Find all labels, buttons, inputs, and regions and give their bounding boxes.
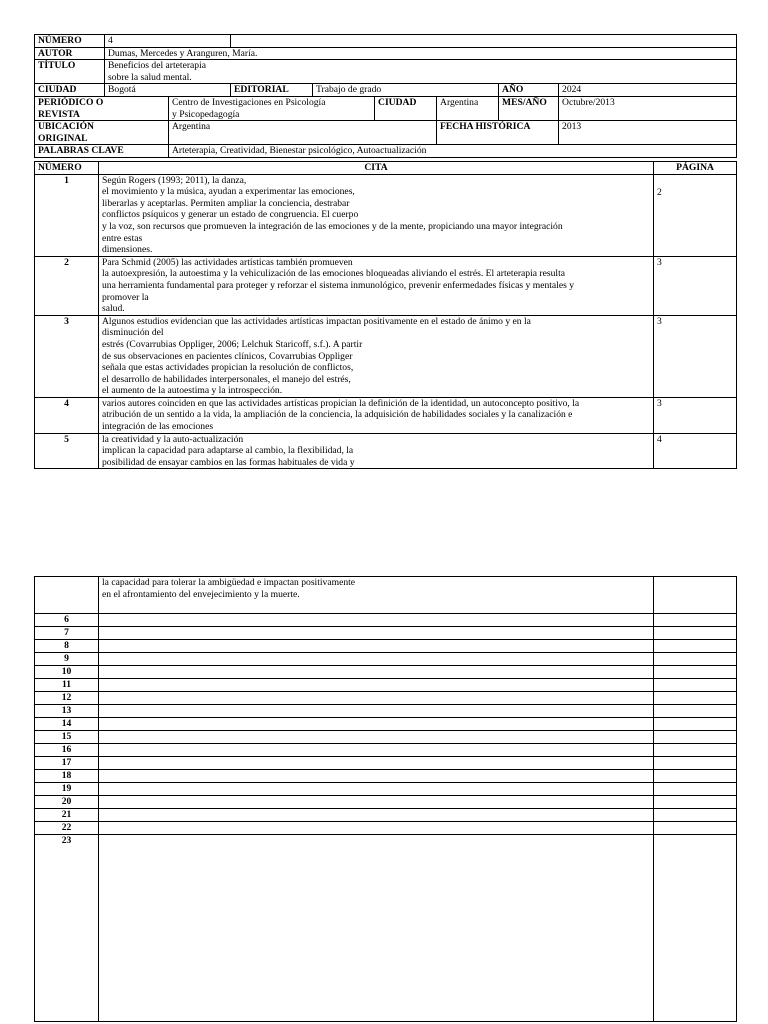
- cita-row: [35, 433, 737, 469]
- row-numero: 17: [35, 757, 99, 770]
- titulo-value: Beneficios del arteterapia sobre la salud mental.: [105, 60, 737, 84]
- continuacion-table: [34, 576, 737, 1022]
- header-cita: CITA: [99, 162, 654, 175]
- row-titulo: [35, 60, 737, 84]
- empty-cita-row: [35, 757, 737, 770]
- empty-cita-row: [35, 783, 737, 796]
- editorial-value: Trabajo de grado: [313, 84, 499, 97]
- ubicacion-value: Argentina: [169, 121, 437, 145]
- row-cita-blank[interactable]: [99, 809, 654, 822]
- empty-cita-row: [35, 744, 737, 757]
- row-numero: [35, 35, 737, 48]
- row-numero: 15: [35, 731, 99, 744]
- empty-cita-row: [35, 770, 737, 783]
- cita-row: [35, 315, 737, 397]
- row-numero: 10: [35, 666, 99, 679]
- row-numero: 13: [35, 705, 99, 718]
- row-pagina-blank[interactable]: [654, 770, 737, 783]
- mes-value: Octubre/2013: [559, 96, 737, 120]
- row-pagina-blank[interactable]: [654, 757, 737, 770]
- row-numero: 21: [35, 809, 99, 822]
- cita-texto: Para Schmid (2005) las actividades artísticas también promueven la autoexpresión, la autoestima y la vehiculización de las emociones bloqueadas aliviando el estrés. El arteterapia resulta una herramienta fundamental para proteger y reforzar el sistema inmunológico, prevenir enfermedades físicas y mentales y promover la salud.: [99, 256, 654, 315]
- row-numero: 12: [35, 692, 99, 705]
- cita-numero: 1: [35, 174, 99, 256]
- anio-value: 2024: [559, 84, 737, 97]
- numero-label: NÚMERO: [35, 35, 105, 48]
- empty-cita-row: [35, 705, 737, 718]
- cita-row: [35, 397, 737, 433]
- row-numero: 20: [35, 796, 99, 809]
- row-pagina-blank[interactable]: [654, 783, 737, 796]
- header-pagina: PÁGINA: [654, 162, 737, 175]
- empty-cita-row: [35, 731, 737, 744]
- citas-header-row: [35, 162, 737, 175]
- periodico-value: Centro de Investigaciones en Psicología y Psicopedagogía: [169, 96, 375, 120]
- empty-cita-row: [35, 679, 737, 692]
- empty-cita-row: [35, 640, 737, 653]
- empty-cita-row: [35, 614, 737, 627]
- row-numero: 6: [35, 614, 99, 627]
- continuacion-texto: la capacidad para tolerar la ambigüedad e impactan positivamente en el afrontamiento del envejecimiento y la muerte.: [99, 577, 654, 614]
- cita-numero: 2: [35, 256, 99, 315]
- row-pagina-blank[interactable]: [654, 653, 737, 666]
- row-pagina-blank[interactable]: [654, 692, 737, 705]
- ficha-table: [34, 34, 737, 158]
- row-numero: 19: [35, 783, 99, 796]
- empty-cita-row: [35, 666, 737, 679]
- row-cita-blank[interactable]: [99, 640, 654, 653]
- cita-texto: Según Rogers (1993; 2011), la danza, el movimiento y la música, ayudan a experimentar las emociones, liberarlas y aceptarlas. Permiten ampliar la conciencia, destrabar conflictos psíquicos y generar un estado de congruencia. El cuerpo y la voz, son recursos que promueven la integración de las emociones y de la mente, propiciando una mayor integración entre estas dimensiones.: [99, 174, 654, 256]
- cita-pagina: 3: [654, 256, 737, 315]
- row-cita-blank[interactable]: [99, 692, 654, 705]
- row-numero: 8: [35, 640, 99, 653]
- autor-value: Dumas, Mercedes y Aranguren, María.: [105, 47, 737, 60]
- empty-cita-row: [35, 796, 737, 809]
- row-numero: 22: [35, 822, 99, 835]
- numero-value: 4: [105, 35, 231, 48]
- row-cita-blank[interactable]: [99, 783, 654, 796]
- row-cita-blank[interactable]: [99, 770, 654, 783]
- row-numero: 23: [35, 835, 99, 1022]
- row-numero: 7: [35, 627, 99, 640]
- cita-row: [35, 256, 737, 315]
- citas-table: [34, 161, 737, 469]
- row-pagina-blank[interactable]: [654, 744, 737, 757]
- continuacion-pagina: [654, 577, 737, 614]
- cita-row: [35, 174, 737, 256]
- fecha-value: 2013: [559, 121, 737, 145]
- row-cita-blank[interactable]: [99, 705, 654, 718]
- row-pagina-blank[interactable]: [654, 718, 737, 731]
- row-pagina-blank[interactable]: [654, 679, 737, 692]
- ciudad2-label: CIUDAD: [375, 96, 437, 120]
- header-numero: NÚMERO: [35, 162, 99, 175]
- row-autor: [35, 47, 737, 60]
- empty-cita-row: [35, 822, 737, 835]
- row-cita-blank[interactable]: [99, 653, 654, 666]
- cita-numero: 4: [35, 397, 99, 433]
- ciudad2-value: Argentina: [437, 96, 499, 120]
- row-pagina-blank[interactable]: [654, 614, 737, 627]
- empty-cita-row: [35, 653, 737, 666]
- editorial-label: EDITORIAL: [231, 84, 313, 97]
- cita-texto: Algunos estudios evidencian que las actividades artísticas impactan positivamente en el estado de ánimo y en la disminución del estrés (Covarrubias Oppliger, 2006; Lelchuk Staricoff, s.f.). A partir de sus observaciones en pacientes clínicos, Covarrubias Oppliger señala que estas actividades propician la resolución de conflictos, el desarrollo de habilidades interpersonales, el manejo del estrés, el aumento de la autoestima y la introspección.: [99, 315, 654, 397]
- row-cita-blank[interactable]: [99, 744, 654, 757]
- row-pagina-blank[interactable]: [654, 666, 737, 679]
- row-palabras: [35, 145, 737, 158]
- row-cita-blank[interactable]: [99, 679, 654, 692]
- row-pagina-blank[interactable]: [654, 835, 737, 1022]
- row-numero: 18: [35, 770, 99, 783]
- row-pagina-blank[interactable]: [654, 627, 737, 640]
- palabras-label: PALABRAS CLAVE: [35, 145, 169, 158]
- cita-pagina: 2: [654, 174, 737, 256]
- empty-cita-row: [35, 718, 737, 731]
- row-cita-blank[interactable]: [99, 731, 654, 744]
- row-cita-blank[interactable]: [99, 835, 654, 1022]
- empty-cita-row: [35, 835, 737, 1022]
- row-pagina-blank[interactable]: [654, 640, 737, 653]
- row-pagina-blank[interactable]: [654, 809, 737, 822]
- empty-cita-row: [35, 809, 737, 822]
- row-pagina-blank[interactable]: [654, 705, 737, 718]
- row-cita-blank[interactable]: [99, 718, 654, 731]
- row-numero: 14: [35, 718, 99, 731]
- row-cita-blank[interactable]: [99, 627, 654, 640]
- cita-texto: varios autores coinciden en que las actividades artísticas propician la definición de la identidad, un autoconcepto positivo, la atribución de un sentido a la vida, la ampliación de la conciencia, la adquisición de habilidades sociales y la canalización e integración de las emociones: [99, 397, 654, 433]
- cita-pagina: 3: [654, 315, 737, 397]
- ciudad-label: CIUDAD: [35, 84, 105, 97]
- titulo-label: TÍTULO: [35, 60, 105, 84]
- row-ciudad: [35, 84, 737, 97]
- row-cita-blank[interactable]: [99, 822, 654, 835]
- row-pagina-blank[interactable]: [654, 731, 737, 744]
- cita-texto: la creatividad y la auto-actualización implican la capacidad para adaptarse al cambio, la flexibilidad, la posibilidad de ensayar cambios en las formas habituales de vida y: [99, 433, 654, 469]
- row-numero: 11: [35, 679, 99, 692]
- row-pagina-blank[interactable]: [654, 796, 737, 809]
- ubicacion-label: UBICACIÓN ORIGINAL: [35, 121, 169, 145]
- cita-numero: 3: [35, 315, 99, 397]
- continuacion-row: [35, 577, 737, 614]
- palabras-value: Arteterapia, Creatividad, Bienestar psicológico, Autoactualización: [169, 145, 737, 158]
- ciudad-value: Bogotá: [105, 84, 231, 97]
- row-pagina-blank[interactable]: [654, 822, 737, 835]
- mes-label: MES/AÑO: [499, 96, 559, 120]
- citas-body: [35, 174, 737, 469]
- continuacion-body: [35, 577, 737, 1022]
- continuacion-numero: [35, 577, 99, 614]
- periodico-label: PERIÓDICO O REVISTA: [35, 96, 169, 120]
- empty-cita-row: [35, 692, 737, 705]
- cita-pagina: 4: [654, 433, 737, 469]
- row-numero: 16: [35, 744, 99, 757]
- row-cita-blank[interactable]: [99, 757, 654, 770]
- cita-pagina: 3: [654, 397, 737, 433]
- autor-label: AUTOR: [35, 47, 105, 60]
- row-numero: 9: [35, 653, 99, 666]
- anio-label: AÑO: [499, 84, 559, 97]
- numero-blank: [231, 35, 737, 48]
- row-cita-blank[interactable]: [99, 796, 654, 809]
- row-ubicacion: [35, 121, 737, 145]
- fecha-label: FECHA HISTÓRICA: [437, 121, 559, 145]
- row-cita-blank[interactable]: [99, 666, 654, 679]
- row-cita-blank[interactable]: [99, 614, 654, 627]
- cita-numero: 5: [35, 433, 99, 469]
- empty-cita-row: [35, 627, 737, 640]
- row-periodico: [35, 96, 737, 120]
